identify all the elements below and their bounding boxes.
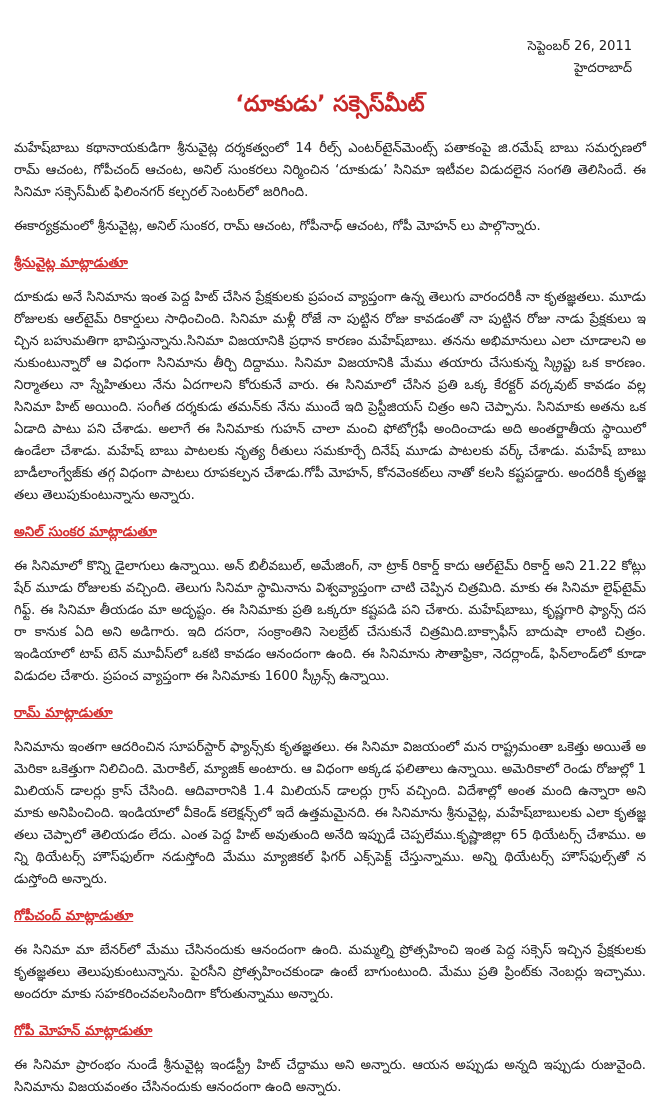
- section-heading-anil-sunkara: అనిల్ సుంకర మాట్లాడుతూ: [14, 524, 157, 540]
- intro-paragraph-2: ఈకార్యక్రమంలో శ్రీనువైట్ల, అనిల్ సుంకర, రామ్ ఆచంట, గోపీనాధ్ ఆచంట, గోపీ మోహన్ లు పాల్గొన్నారు.: [14, 219, 541, 234]
- section-heading-ram: రామ్ మాట్లాడుతూ: [14, 705, 113, 721]
- article-body: [14, 138, 646, 1113]
- section-body-srinu-vaitla: దూకుడు అనే సినిమాను ఇంత పెద్ద హిట్ చేసిన ప్రేక్షకులకు ప్రపంచ వ్యాప్తంగా ఉన్న తెలుగు వారందరికీ నా కృతజ్ఞతలు. మూడు రోజులకు ఆల్‌టైమ్ రికార్డులు సాధించింది. సినిమా మళ్లీ రోజే నా పుట్టిన రోజు కావడంతో నా పుట్టిన రోజు నాడు ప్రేక్షకులు ఇచ్చిన బహుమతిగా భావిస్తున్నాను.సినిమా విజయానికి ప్రధాన కారణం మహేష్‌బాబు. తనను అభిమానులు ఎలా చూడాలని అనుకుంటున్నారో ఆ విధంగా సినిమాను తీర్చి దిద్దాము. సినిమా విజయానికి మేము తయారు చేసుకున్న స్క్రిప్టు ఒక కారణం. నిర్మాతలు నా స్నేహితులు నేను ఏదగాలని కోరుకునే వారు. ఈ సినిమాలో చేసిన ప్రతి ఒక్క కేరక్టర్ వర్కవుట్ కావడం వల్ల సినిమా హిట్ అయింది. సంగీత దర్శకుడు తమన్‌కు నేను ముందే ఇది ప్రెస్టీజియస్ చిత్రం అని చెప్పాను. సినిమాకు అతను ఒక ఏడాది పాటు పని చేశాడు. అలాగే ఈ సినిమాకు గుహన్ చాలా మంచి ఫోటోగ్రఫీ అందించాడు అది అంతర్జాతీయ స్థాయిలో ఉండేలా చేశాడు. మహేష్ బాబు పాటలకు నృత్య రీతులు సమకూర్చే దినేష్ మూడు పాటలకు వర్క్ చేశాడు. మహేష్ బాబు బాడీలాంగ్వేజ్‌కు తగ్గ విధంగా పాటలు రూపకల్పన చేశాడు.గోపీ మోహన్, కోనవెంకట్‌లు నాతో కలసి కష్టపడ్డారు. అందరికీ కృతజ్ఞతలు తెలుపుకుంటున్నాను అన్నారు.: [14, 290, 646, 503]
- section-heading-gopi-mohan: గోపీ మోహన్ మాట్లాడుతూ: [14, 1023, 153, 1039]
- section-heading-srinu-vaitla: శ్రీనువైట్ల మాట్లాడుతూ: [14, 255, 128, 271]
- section-body-gopichand: ఈ సినిమా మా బేనర్‌లో మేము చేసినందుకు ఆనందంగా ఉంది. మమ్మల్ని ప్రోత్సహించి ఇంత పెద్ద సక్సెస్ ఇచ్చిన ప్రేక్షకులకు కృతజ్ఞతలు తెలుపుకుంటున్నాను. పైరసీని ప్రోత్సహించకుండా ఉంటే బాగుంటుంది. మేము ప్రతి ప్రింట్‌కు నెంబర్లు ఇచ్చాము. అందరూ మాకు సహకరించవలసిందిగా కోరుతున్నాము అన్నారు.: [14, 943, 646, 1002]
- dateline: [528, 36, 632, 80]
- article-date: సెప్టెంబర్ 26, 2011: [527, 39, 632, 54]
- intro-paragraph-1: మహేష్‌బాబు కథానాయకుడిగా శ్రీనువైట్ల దర్శకత్వంలో 14 రీల్స్ ఎంటర్‌టైన్‌మెంట్స్ పతాకంపై జి.రమేష్ బాబు సమర్పణలో రామ్ ఆచంట, గోపీచంద్ ఆచంట, అనిల్ సుంకరలు నిర్మించిన ‘దూకుడు’ సినిమా ఇటీవల విడుదలైన సంగతి తెలిసిందే. ఈ సినిమా సక్సెస్‌మీట్ ఫిలింనగర్ కల్చరల్ సెంటర్‌లో జరిగింది.: [14, 141, 646, 200]
- article-title: ‘దూకుడు’ సక్సెస్‌మీట్: [235, 92, 425, 117]
- section-heading-gopichand: గోపీచంద్ మాట్లాడుతూ: [14, 908, 134, 924]
- section-body-gopi-mohan: ఈ సినిమా ప్రారంభం నుండే శ్రీనువైట్ల ఇండస్ట్రీ హిట్ చేద్దాము అని అన్నారు. ఆయన అప్పుడు అన్నది ఇప్పుడు రుజువైంది. సినిమాను విజయవంతం చేసినందుకు ఆనందంగా ఉంది అన్నారు.: [14, 1058, 646, 1095]
- section-body-anil-sunkara: ఈ సినిమాలో కొన్ని డైలాగులు ఉన్నాయి. అన్ బిలీవబుల్, అమేజింగ్, నా ట్రాక్ రికార్డ్ కాదు ఆల్‌టైమ్ రికార్డ్ అని 21.22 కోట్లు షేర్ మూడు రోజులకు వచ్చింది. తెలుగు సినిమా స్థామినాను విశ్వవ్యాప్తంగా చాటి చెప్పిన చిత్రమిది. మాకు ఈ సినిమా లైఫ్‌టైమ్ గిఫ్ట్. ఈ సినిమా తీయడం మా అదృష్టం. ఈ సినిమాకు ప్రతి ఒక్కరూ కష్టపడి పని చేశారు. మహేష్‌బాబు, కృష్ణగారి ఫ్యాన్స్ దసరా కానుక ఏది అని అడిగారు. ఇది దసరా, సంక్రాంతిని సెలబ్రేట్ చేసుకునే చిత్రమిది.బాక్సాఫీస్ బాదుషా లాంటి చిత్రం. ఇండియాలో టాప్ టెన్ మూవీస్‌లో ఒకటి కావడం ఆనందంగా ఉంది. ఈ సినిమాను సౌతాఫ్రికా, నెదర్లాండ్, ఫిన్‌లాండ్‌లో కూడా విడుదల చేశారు. ప్రపంచ వ్యాప్తంగా ఈ సినిమాకు 1600 స్క్రీన్స్ ఉన్నాయి.: [14, 559, 646, 684]
- section-body-ram: సినిమాను ఇంతగా ఆదరించిన సూపర్‌స్టార్ ఫ్యాన్స్‌కు కృతజ్ఞతలు. ఈ సినిమా విజయంలో మన రాష్ట్రమంతా ఒకెత్తు అయితే అమెరికా ఒకెత్తుగా నిలిచింది. మెరాకిల్, మ్యాజిక్ అంటారు. ఆ విధంగా అక్కడ ఫలితాలు ఉన్నాయి. అమెరికాలో రెండు రోజుల్లో 1 మిలియన్ డాలర్లు క్రాస్ చేసింది. ఆదివారానికి 1.4 మిలియన్ డాలర్లు గ్రాస్ వచ్చింది. విదేశాల్లో అంత మంది ఉన్నారా అని మాకు అనిపించింది. ఇండియాలో వీకెండ్ కలెక్షన్స్‌లో ఇదే ఉత్తమమైనది. ఈ సినిమాను శ్రీనువైట్ల, మహేష్‌బాబులకు ఎలా కృతజ్ఞతలు చెప్పాలో తెలియడం లేదు. ఎంత పెద్ద హిట్ అవుతుంది అనేది ఇప్పుడే చెప్పలేము.కృష్ణాజిల్లా 65 థియేటర్స్ చేశాము. అన్ని థియేటర్స్ హౌస్‌ఫుల్‌గా నడుస్తోంది మేము మ్యాజికల్ ఫిగర్ ఎక్స్‌పెక్ట్ చేస్తున్నాము. అన్ని థియేటర్స్ హౌస్‌ఫుల్స్‌తో నడుస్తోంది అన్నారు.: [14, 740, 646, 887]
- article-place: హైదరాబాద్: [574, 61, 632, 76]
